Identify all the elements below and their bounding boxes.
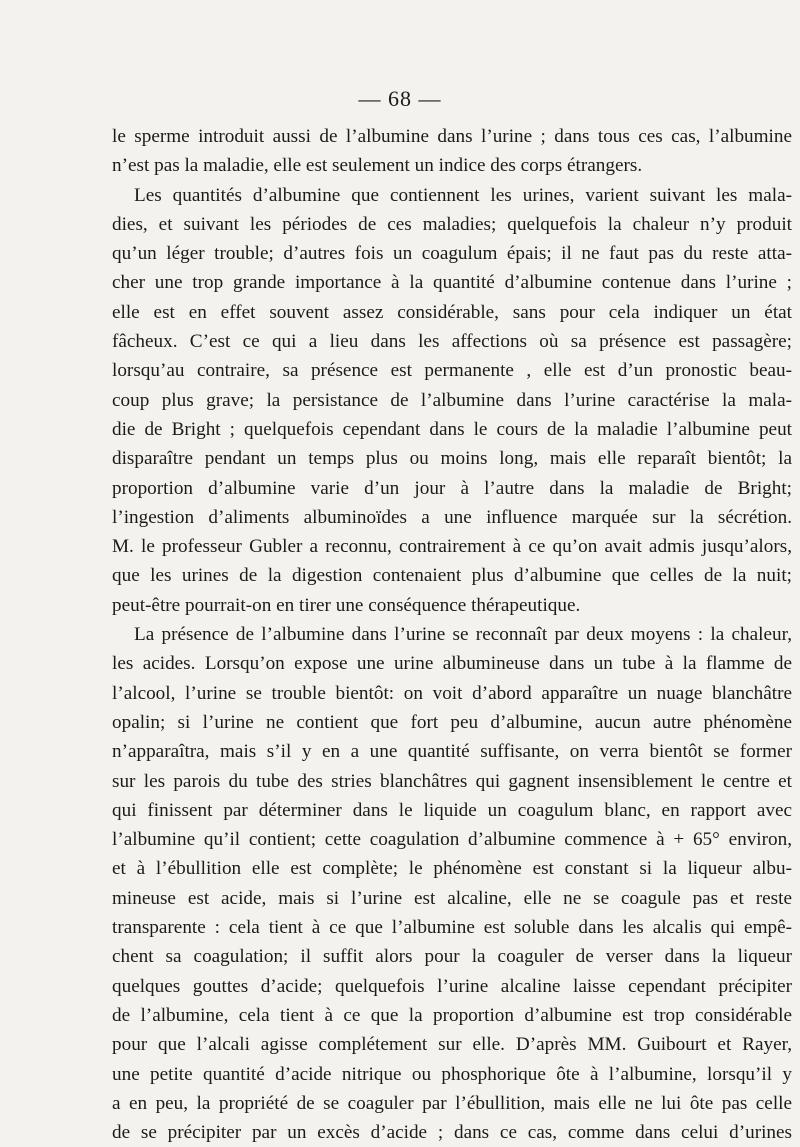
text-line: l’alcool, l’urine se trouble bientôt: on voit d’abord apparaître un nuage blanchâtre (112, 682, 792, 704)
text-line: le sperme introduit aussi de l’albumine dans l’urine ; dans tous ces cas, l’albumine (112, 126, 792, 147)
text-line: opalin; si l’urine ne contient que fort peu d’albumine, aucun autre phénomène (112, 711, 792, 733)
text-line: n’est pas la maladie, elle est seulement un indice des corps étrangers. (112, 155, 643, 177)
text-line: les acides. Lorsqu’on expose une urine albumineuse dans un tube à la flamme de (112, 653, 792, 675)
text-line: que les urines de la digestion contenaient plus d’albumine que celles de la nuit; (112, 565, 792, 587)
text-line: a en peu, la propriété de se coaguler par l’ébullition, mais elle ne lui ôte pas celle (112, 1092, 792, 1114)
text-line: sur les parois du tube des stries blanchâtres qui gagnent insensiblement le centre et (112, 770, 792, 792)
text-line: de l’albumine, cela tient à ce que la proportion d’albumine est trop considérable (112, 1004, 792, 1026)
text-line: disparaître pendant un temps plus ou moins long, mais elle reparaît bientôt; la (112, 448, 792, 470)
text-line: de se précipiter par un excès d’acide ; dans ce cas, comme dans celui d’urines (112, 1122, 792, 1144)
text-line: transparente : cela tient à ce que l’albumine est soluble dans les alcalis qui empê- (112, 917, 792, 939)
body-text (112, 122, 792, 1147)
text-line: mineuse est acide, mais si l’urine est alcaline, elle ne se coagule pas et reste (112, 887, 792, 909)
text-line: quelques gouttes d’acide; quelquefois l’urine alcaline laisse cependant précipiter (112, 975, 792, 997)
text-line: fâcheux. C’est ce qui a lieu dans les affections où sa présence est passagère; (112, 331, 792, 353)
text-line: M. le professeur Gubler a reconnu, contrairement à ce qu’on avait admis jusqu’alors, (112, 536, 792, 558)
text-line: une petite quantité d’acide nitrique ou phosphorique ôte à l’albumine, lorsqu’il y (112, 1063, 792, 1085)
text-line: dies, et suivant les périodes de ces maladies; quelquefois la chaleur n’y produit (112, 213, 792, 235)
text-line: peut-être pourrait-on en tirer une conséquence thérapeutique. (112, 594, 581, 616)
text-line: qu’un léger trouble; d’autres fois un coagulum épais; il ne faut pas du reste atta- (112, 243, 792, 265)
text-line: n’apparaîtra, mais s’il y en a une quantité suffisante, on verra bientôt se former (112, 741, 792, 763)
text-line: lorsqu’au contraire, sa présence est permanente , elle est d’un pronostic beau- (112, 360, 792, 382)
text-line: et à l’ébullition elle est complète; le phénomène est constant si la liqueur albu- (112, 858, 792, 880)
text-line: chent sa coagulation; il suffit alors pour la coaguler de verser dans la liqueur (112, 946, 792, 968)
text-line: La présence de l’albumine dans l’urine se reconnaît par deux moyens : la chaleur, (134, 624, 792, 646)
text-line: pour que l’alcali agisse complétement sur elle. D’après MM. Guibourt et Rayer, (112, 1034, 792, 1056)
text-line: coup plus grave; la persistance de l’albumine dans l’urine caractérise la mala- (112, 389, 792, 411)
text-line: l’ingestion d’aliments albuminoïdes a une influence marquée sur la sécrétion. (112, 506, 792, 528)
text-line: qui finissent par déterminer dans le liquide un coagulum blanc, en rapport avec (112, 799, 792, 821)
text-line: Les quantités d’albumine que contiennent les urines, varient suivant les mala- (134, 184, 792, 206)
page-number: — 68 — (358, 86, 442, 111)
text-line: die de Bright ; quelquefois cependant dans le cours de la maladie l’albumine peut (112, 418, 792, 440)
text-line: l’albumine qu’il contient; cette coagulation d’albumine commence à + 65° environ, (112, 829, 792, 851)
text-line: cher une trop grande importance à la quantité d’albumine contenue dans l’urine ; (112, 272, 792, 294)
text-line: proportion d’albumine varie d’un jour à l’autre dans la maladie de Bright; (112, 477, 792, 499)
text-line: elle est en effet souvent assez considérable, sans pour cela indiquer un état (112, 301, 792, 323)
